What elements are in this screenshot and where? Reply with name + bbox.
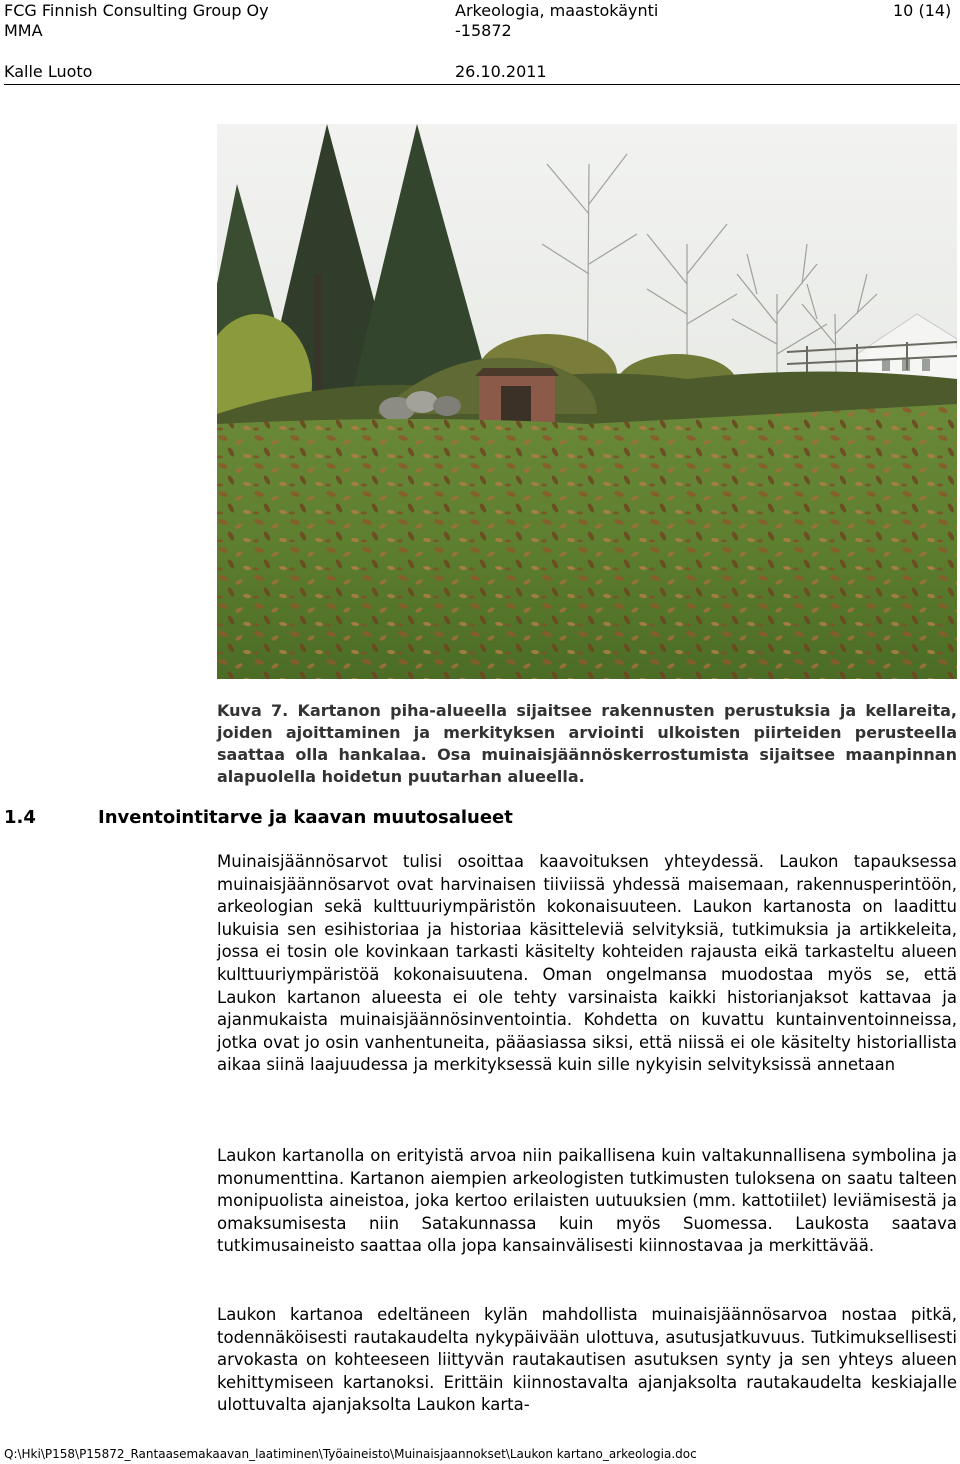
paragraph-1: Muinaisjäännösarvot tulisi osoittaa kaavoituksen yhteydessä. Laukon tapauksessa muinaisjäännösarvot ovat harvinaisen tiiviissä yhdessä maisemaan, rakennusperintöön, arkeologian sekä kulttuuriympäristön kokonaisuuteen. Laukon kartanosta on laadittu lukuisia sen esihistoriaa ja historiaa käsitteleviä selvityksiä, tutkimuksia ja artikkeleita, jossa ei tosin ole kovinkaan tarkasti käsitelty kohteiden rajausta eikä tarkasteltu alueen kulttuuriympäristöä kokonaisuutena. Oman ongelmansa muodostaa myös se, että Laukon kartanon alueesta ei ole tehty varsinaista kaikki historianjaksot kattavaa ja ajanmukaista muinaisjäännösinventointia. Kohdetta on kuvattu kuntainventoinneissa, jotka ovat jo osin vanhentuneita, pääasiassa siksi, että niissä ei ole käsitelty historiallista aikaa siinä laajuudessa ja merkityksessä kuin sille nykyisin selvityksissä annetaan: [217, 852, 957, 1075]
header-author: Kalle Luoto: [4, 62, 93, 81]
section-title: Inventointitarve ja kaavan muutosalueet: [98, 807, 513, 828]
header-project-number: -15872: [455, 21, 512, 40]
page-header: [0, 0, 960, 88]
header-doc-type: Arkeologia, maastokäynti: [455, 1, 659, 20]
paragraph-2: Laukon kartanolla on erityistä arvoa niin paikallisena kuin valtakunnallisena symbolina ja monumenttina. Kartanon aiempien arkeologisten tutkimusten tuloksena on saatu talteen monipuolista aineistoa, joka kertoo erilaisten uutuuksien (mm. kattotiilet) leviämisestä ja omaksumisesta niin Satakunnassa kuin myös Suomessa. Laukosta saatava tutkimusaineisto saattaa olla jopa kansainvälisesti kiinnostavaa ja merkittävää.: [217, 1146, 957, 1256]
section-number: 1.4: [4, 807, 36, 828]
photo-illustration: [217, 124, 957, 679]
fallen-leaves: [217, 404, 957, 679]
header-company: FCG Finnish Consulting Group Oy: [4, 1, 269, 20]
manor-garden-photo: [217, 124, 957, 679]
section-heading: [4, 806, 944, 830]
header-page-number: 10 (14): [893, 1, 952, 20]
header-client: MMA: [4, 21, 43, 40]
figure-caption: Kuva 7. Kartanon piha-alueella sijaitsee rakennusten perustuksia ja kellareita, joiden ajoittaminen ja merkityksen arviointi ulkoisten piirteiden perusteella saattaa olla hankalaa. Osa muinaisjäännöskerrostumista sijaitsee maanpinnan alapuolella hoidetun puutarhan alueella.: [217, 701, 957, 786]
header-divider: [4, 84, 960, 85]
paragraph-3: Laukon kartanoa edeltäneen kylän mahdollista muinaisjäännösarvoa nostaa pitkä, todennäköisesti rautakaudelta nykypäivään ulottuva, asutusjatkuvuus. Tutkimuksellisesti arvokasta on kohteeseen liittyvän rautakautisen asutuksen synty ja sen yhteys alueen kehittymiseen kartanoksi. Erittäin kiinnostavalta ajanjaksolta rautakaudelta keskiajalle ulottuvalta ajanjaksolta Laukon karta-: [217, 1305, 957, 1415]
header-date: 26.10.2011: [455, 62, 547, 81]
file-path-footer: Q:\Hki\P158\P15872_Rantaasemakaavan_laatiminen\Työaineisto\Muinaisjaannokset\Laukon kartano_arkeologia.doc: [4, 1447, 697, 1461]
